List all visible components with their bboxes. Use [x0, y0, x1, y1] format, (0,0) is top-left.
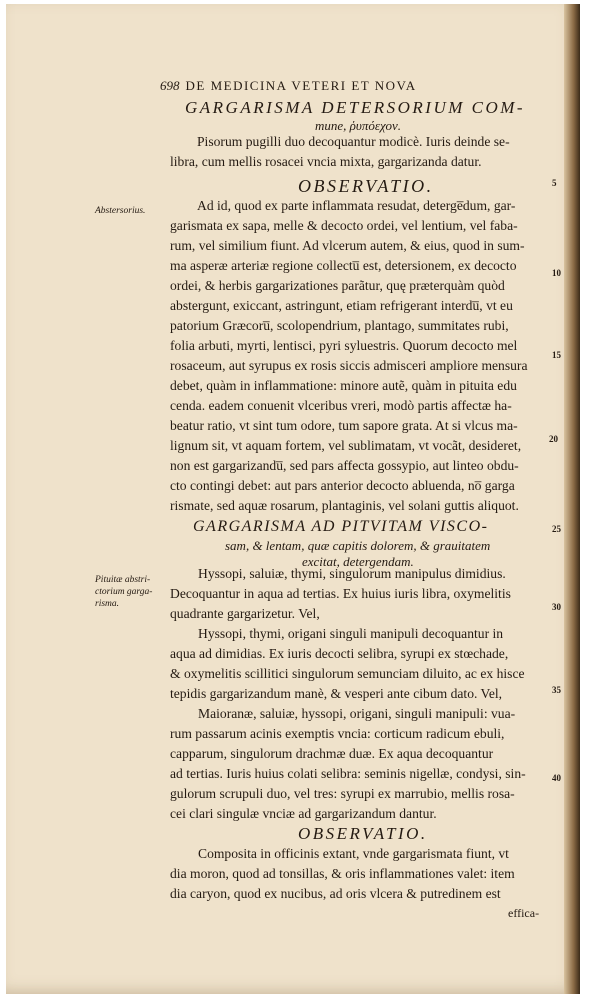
- page-gutter: [564, 4, 580, 994]
- section-subtitle-pituita-1: sam, & lentam, quæ capitis dolorem, & grauitatem: [225, 538, 491, 553]
- text-line: quadrante gargarizetur. Vel,: [170, 606, 320, 621]
- text-line: cei clari singulæ vnciæ ad gargarizandum dantur.: [170, 806, 437, 821]
- text-line: Ad id, quod ex parte inflammata resudat, deterge̅dum, gar-: [197, 198, 516, 213]
- text-line: Composita in officinis extant, vnde gargarismata fiunt, vt: [198, 846, 509, 861]
- text-line: rum, vel similium fiunt. Ad vlcerum autem, & eius, quod in sum-: [170, 238, 525, 253]
- text-line: Hyssopi, saluiæ, thymi, singulorum manipulus dimidius.: [198, 566, 506, 581]
- line-number: 15: [552, 350, 561, 360]
- text-line: Hyssopi, thymi, origani singuli manipuli decoquantur in: [198, 626, 504, 641]
- page-number: 698: [160, 78, 180, 93]
- section-title-pituita: GARGARISMA AD PITVITAM VISCO-: [193, 518, 489, 535]
- text-line: cto contingi debet: aut pars anterior decocto abluenda, no̅ garga: [170, 478, 515, 493]
- text-line: debet, quàm in inflammatione: minore autẽ, quàm in pituita edu: [170, 378, 517, 393]
- text-line: folia arbuti, myrti, lentisci, pyri syluestris. Quorum decocto mel: [170, 338, 518, 353]
- text-line: Pisorum pugilli duo decoquantur modicè. Iuris deinde se-: [197, 134, 510, 149]
- margin-note-abstersorius: Abstersorius.: [95, 206, 146, 216]
- margin-note-line: Pituitæ abstri-: [95, 575, 151, 585]
- text-line: gulorum scrupuli duo, vel tres: syrupi ex marrubio, mellis rosa-: [170, 786, 515, 801]
- section-title-detersorium: GARGARISMA DETERSORIUM COM-: [185, 98, 526, 117]
- line-number: 10: [552, 268, 561, 278]
- text-line: garismata ex sapa, melle & decocto ordei, vel lentium, vel faba-: [170, 218, 518, 233]
- line-number: 30: [552, 602, 561, 612]
- observatio-heading-2: OBSERVATIO.: [298, 824, 428, 843]
- line-number: 5: [552, 178, 557, 188]
- text-line: cenda. eadem conuenit vlceribus vreri, modò partis affectæ ha-: [170, 398, 512, 413]
- line-number: 20: [549, 434, 558, 444]
- text-line: rosaceum, aut syrupus ex rosis siccis admisceri ampliore mensura: [170, 358, 528, 373]
- section-subtitle-detersorium: mune, ῥυπόεχον.: [315, 118, 401, 133]
- margin-note-line: risma.: [95, 599, 120, 609]
- text-line: dia moron, quod ad tonsillas, & oris inflammationes valet: item: [170, 866, 515, 881]
- line-number: 40: [552, 773, 561, 783]
- text-line: non est gargarizandu̅, sed pars affecta gossypio, aut linteo obdu-: [170, 458, 519, 473]
- text-line: beatur ratio, vt sint tum odore, tum sapore grata. At si vlcus ma-: [170, 418, 518, 433]
- text-line: abstergunt, exiccant, astringunt, etiam refrigerant interdu̅, vt eu: [170, 298, 513, 313]
- text-line: aqua ad dimidias. Ex iuris decocti selibra, syrupi ex stœchade,: [170, 646, 509, 661]
- text-line: libra, cum mellis rosacei vncia mixta, gargarizanda datur.: [170, 154, 482, 169]
- text-line: ma asperæ arteriæ regione collectu̅ est, detersionem, ex decocto: [170, 258, 517, 273]
- running-head: [160, 78, 417, 94]
- text-line: dia caryon, quod ex nucibus, ad oris vlcera & putredinem est: [170, 886, 501, 901]
- margin-note-pituitae: [95, 574, 152, 610]
- section-subtitle-pituita-2: excitat, detergendam.: [302, 554, 414, 569]
- text-line: Decoquantur in aqua ad tertias. Ex huius iuris libra, oxymelitis: [170, 586, 511, 601]
- running-head-title: DE MEDICINA VETERI ET NOVA: [185, 78, 417, 93]
- text-line: ordei, & herbis gargarizationes parãtur, quę præterquàm quòd: [170, 278, 505, 293]
- text-line: lignum sit, vt aquam fortem, vel sublimatam, vt vocãt, desideret,: [170, 438, 522, 453]
- text-line: rum passarum acinis exemptis vncia: corticum radicum ebuli,: [170, 726, 505, 741]
- text-line: & oxymelitis scillitici singulorum semunciam diluito, ac ex hisce: [170, 666, 525, 681]
- text-line: rismate, sed aquæ rosarum, plantaginis, vel solani guttis aliquot.: [170, 498, 519, 513]
- text-line: patorium Græcoru̅, scolopendrium, plantago, summitates rubi,: [170, 318, 509, 333]
- text-line: Maioranæ, saluiæ, hyssopi, origani, singuli manipuli: vua-: [198, 706, 516, 721]
- line-number: 25: [552, 524, 561, 534]
- text-line: ad tertias. Iuris huius colati selibra: seminis nigellæ, condysi, sin-: [170, 766, 526, 781]
- line-number: 35: [552, 685, 561, 695]
- text-line: tepidis gargarizandum manè, & vesperi ante cibum dato. Vel,: [170, 686, 503, 701]
- margin-note-line: ctorium garga-: [95, 587, 153, 597]
- observatio-heading: OBSERVATIO.: [298, 176, 434, 196]
- catchword: effica-: [508, 906, 540, 920]
- text-line: capparum, singulorum drachmæ duæ. Ex aqua decoquantur: [170, 746, 494, 761]
